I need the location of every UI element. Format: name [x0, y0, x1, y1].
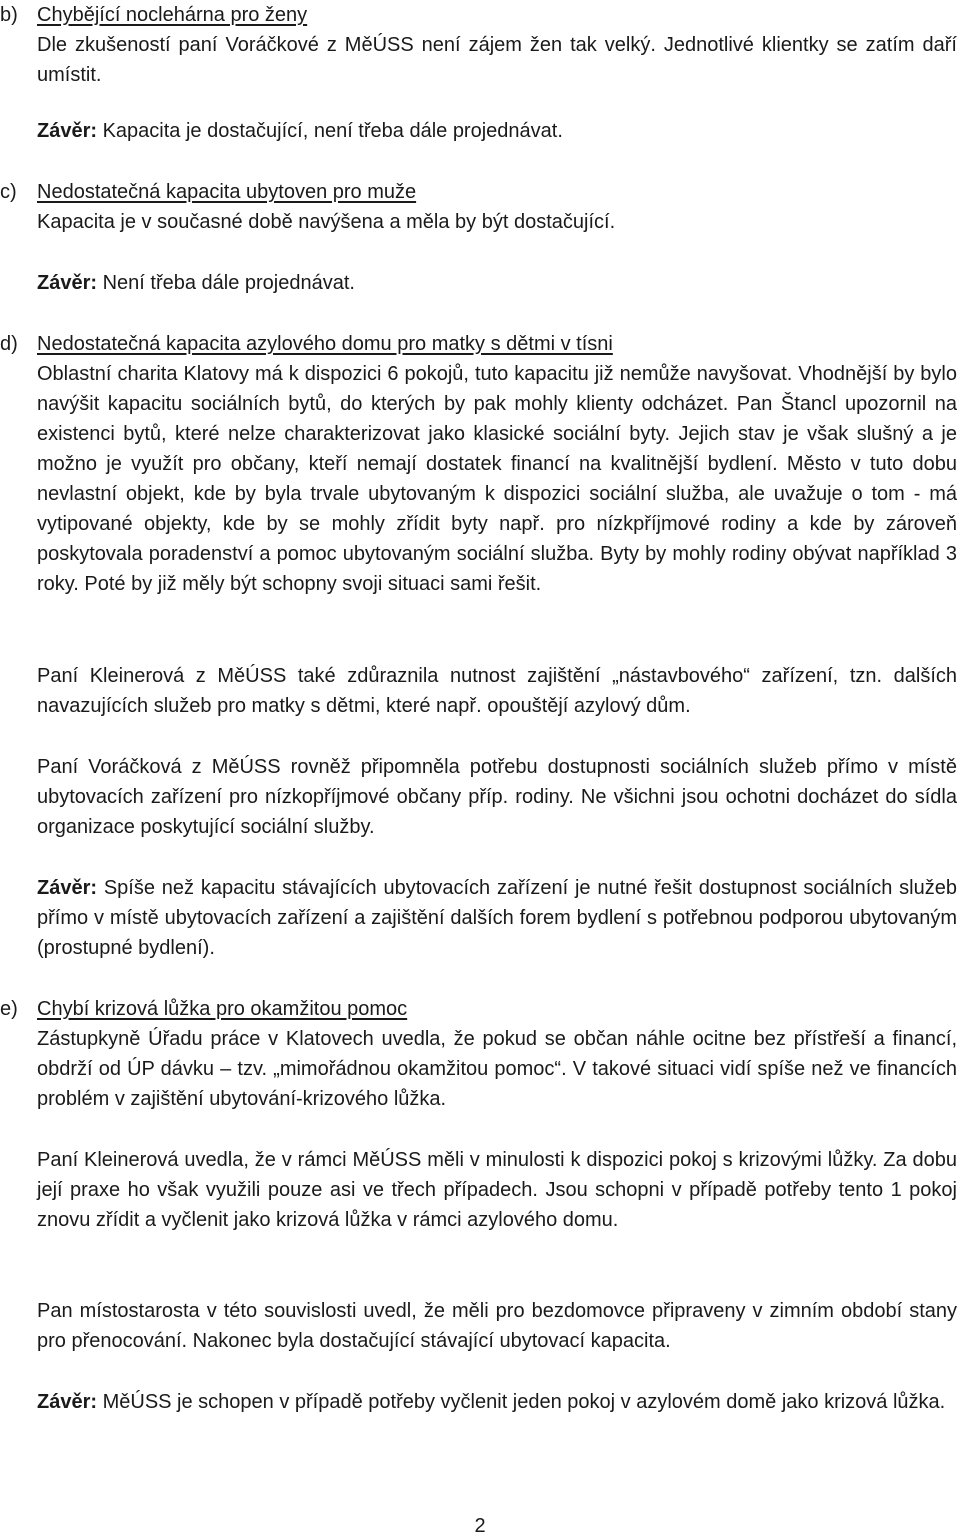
- section-e-conclusion: [37, 1387, 957, 1417]
- section-b-heading: [0, 0, 960, 30]
- section-d-conclusion-text: Spíše než kapacitu stávajících ubytovacích zařízení je nutné řešit dostupnost sociálních služeb přímo v místě ubytovacích zařízení a zajištění dalších forem bydlení s potřebnou podporou ubytovaným (prostupné bydlení).: [37, 877, 957, 959]
- section-b-conclusion-text: Kapacita je dostačující, není třeba dále projednávat.: [97, 120, 563, 142]
- section-c: [0, 177, 960, 237]
- section-b-title: Chybějící noclehárna pro ženy: [37, 4, 308, 26]
- section-b: [0, 0, 960, 90]
- section-e-heading: [0, 994, 960, 1024]
- section-e-letter: e): [0, 998, 18, 1020]
- section-e-conclusion-text: MěÚSS je schopen v případě potřeby vyčlenit jeden pokoj v azylovém domě jako krizová lůžka.: [97, 1391, 946, 1413]
- section-e-body: Zástupkyně Úřadu práce v Klatovech uvedla, že pokud se občan náhle ocitne bez přístřeší a financí, obdrží od ÚP dávku – tzv. „mimořádnou okamžitou pomoc“. V takové situaci vidí spíše než ve financích problém v zajištění ubytování-krizového lůžka.: [37, 1028, 957, 1110]
- section-e: [0, 994, 960, 1114]
- section-c-letter: c): [0, 181, 17, 203]
- section-c-conclusion: [37, 268, 957, 298]
- section-d-conclusion-label: Závěr:: [37, 877, 98, 899]
- section-c-conclusion-label: Závěr:: [37, 272, 98, 294]
- section-e-paragraph-3: Pan místostarosta v této souvislosti uvedl, že měli pro bezdomovce připraveny v zimním období stany pro přenocování. Nakonec byla dostačující stávající ubytovací kapacita.: [37, 1300, 957, 1352]
- section-d-letter: d): [0, 333, 18, 355]
- page-number: 2: [474, 1515, 486, 1537]
- section-c-conclusion-text: Není třeba dále projednávat.: [97, 272, 355, 294]
- section-d-heading: [0, 329, 960, 359]
- section-b-conclusion-label: Závěr:: [37, 120, 98, 142]
- section-b-conclusion: [37, 116, 957, 146]
- section-e-conclusion-label: Závěr:: [37, 1391, 98, 1413]
- section-c-heading: [0, 177, 960, 207]
- section-e-title: Chybí krizová lůžka pro okamžitou pomoc: [37, 998, 408, 1020]
- section-c-title: Nedostatečná kapacita ubytoven pro muže: [37, 181, 417, 203]
- section-e-paragraph-2: Paní Kleinerová uvedla, že v rámci MěÚSS měli v minulosti k dispozici pokoj s krizovými lůžky. Za dobu její praxe ho však využili pouze asi ve třech případech. Jsou schopni v případě potřeby tento 1 pokoj znovu zřídit a vyčlenit jako krizová lůžka v rámci azylového domu.: [37, 1149, 957, 1231]
- section-b-letter: b): [0, 4, 18, 26]
- section-d-paragraph-2: Paní Kleinerová z MěÚSS také zdůraznila nutnost zajištění „nástavbového“ zařízení, tzn. dalších navazujících služeb pro matky s dětmi, které např. opouštějí azylový dům.: [37, 665, 957, 717]
- section-d: [0, 329, 960, 599]
- section-d-conclusion: [37, 873, 957, 963]
- section-b-body: Dle zkušeností paní Voráčkové z MěÚSS není zájem žen tak velký. Jednotlivé klientky se zatím daří umístit.: [37, 34, 957, 86]
- section-c-body: Kapacita je v současné době navýšena a měla by být dostačující.: [37, 211, 616, 233]
- section-d-paragraph-3: Paní Voráčková z MěÚSS rovněž připomněla potřebu dostupnosti sociálních služeb přímo v místě ubytovacích zařízení pro nízkopříjmové občany příp. rodiny. Ne všichni jsou ochotni docházet do sídla organizace poskytující sociální služby.: [37, 756, 957, 838]
- section-d-title: Nedostatečná kapacita azylového domu pro matky s dětmi v tísni: [37, 333, 613, 355]
- section-d-body: Oblastní charita Klatovy má k dispozici 6 pokojů, tuto kapacitu již nemůže navyšovat. Vhodnější by bylo navýšit kapacitu sociálních bytů, do kterých by pak mohly klienty odcházet. Pan Štancl upozornil na existenci bytů, které nelze charakterizovat jako klasické sociální byty. Jejich stav je však slušný a je možno je využít pro občany, kteří nemají dostatek financí na kvalitnější bydlení. Město v tuto dobu nevlastní objekt, kde by byla trvale ubytovaným k dispozici sociální služba, ale uvažuje o tom - má vytipované objekty, kde by se mohly zřídit byty např. pro nízkpříjmové rodiny a kde by zároveň poskytovala poradenství a pomoc ubytovaným sociální služba. Byty by mohly rodiny obývat například 3 roky. Poté by již měly být schopny svoji situaci sami řešit.: [37, 363, 957, 595]
